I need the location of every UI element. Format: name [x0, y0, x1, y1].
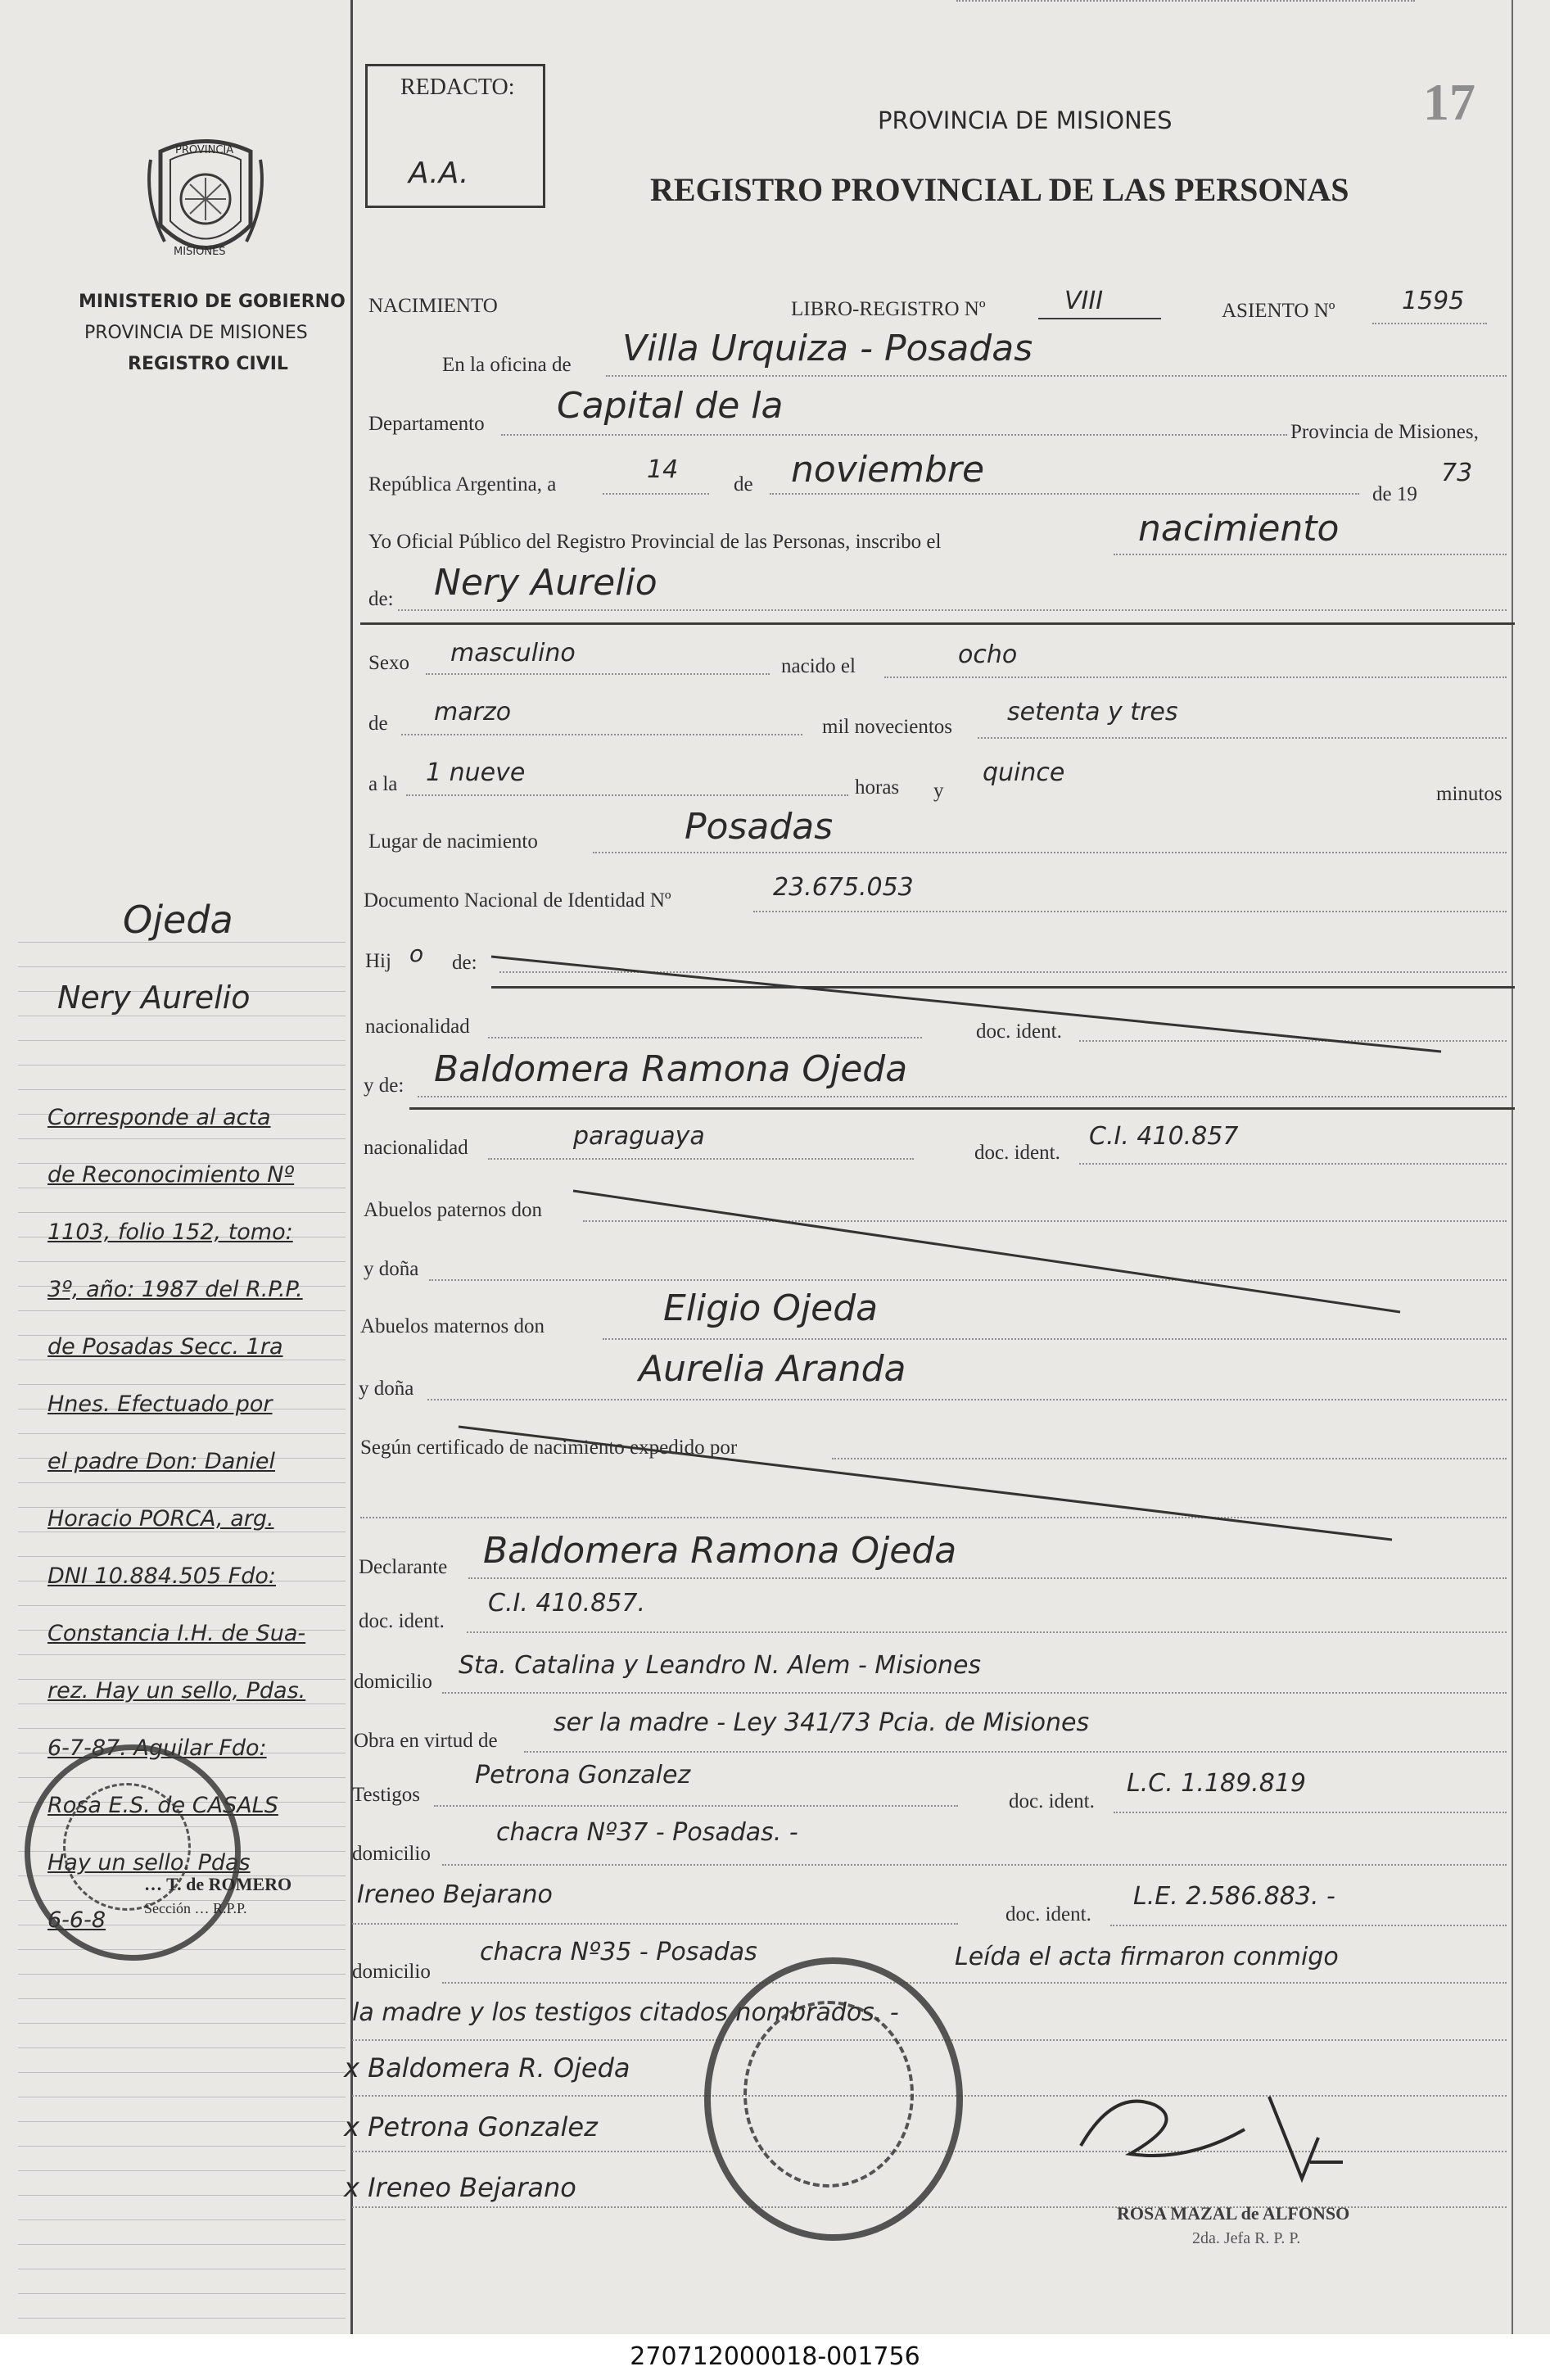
mother-doc-label: doc. ident. — [974, 1142, 1060, 1164]
child-name: Nery Aurelio — [434, 562, 658, 604]
de-label: de — [734, 473, 753, 495]
book-label: LIBRO-REGISTRO Nº — [791, 298, 986, 320]
margin-note-line: Corresponde al acta — [47, 1105, 271, 1130]
margin-note-line: de Posadas Secc. 1ra — [47, 1334, 283, 1360]
virtue-value: ser la madre - Ley 341/73 Pcia. de Misiones — [554, 1708, 1090, 1737]
department-label: Departamento — [368, 413, 485, 435]
and-of-label: y de: — [364, 1075, 404, 1097]
margin-note-line: Hay un sello. Pdas — [47, 1850, 251, 1875]
image-caption: 270712000018-001756 — [0, 2334, 1550, 2380]
dni-label: Documento Nacional de Identidad Nº — [364, 889, 671, 912]
born-day: ocho — [958, 640, 1018, 669]
margin-stamp-name: … T. de ROMERO — [144, 1874, 292, 1894]
born-label: nacido el — [781, 655, 856, 677]
maternal-grandfather-label: Abuelos maternos don — [360, 1315, 545, 1337]
registry-heading: REGISTRO PROVINCIAL DE LAS PERSONAS — [650, 171, 1349, 208]
declarant-domicile: Sta. Catalina y Leandro N. Alem - Misiones — [459, 1651, 982, 1680]
declarant-domicile-label: domicilio — [354, 1671, 432, 1693]
signature-mother: x Baldomera R. Ojeda — [344, 2052, 630, 2084]
margin-given-names: Nery Aurelio — [57, 980, 251, 1016]
office-label: En la oficina de — [442, 354, 572, 376]
margin-note-line: DNI 10.884.505 Fdo: — [47, 1563, 276, 1589]
republic-label: República Argentina, a — [368, 473, 557, 495]
margin-round-stamp — [25, 1744, 241, 1961]
declarant-doc: C.I. 410.857. — [488, 1589, 645, 1618]
official-title: 2da. Jefa R. P. P. — [1192, 2229, 1301, 2247]
margin-note-line: Rosa E.S. de CASALS — [47, 1793, 278, 1818]
birthplace-value: Posadas — [685, 806, 834, 848]
witness2-doc-label: doc. ident. — [1005, 1903, 1091, 1925]
virtue-label: Obra en virtud de — [354, 1730, 498, 1752]
margin-note-line: Constancia I.H. de Sua- — [47, 1621, 306, 1646]
redacto-label: REDACTO: — [400, 75, 515, 100]
margin-note-line: 6-7-87. Aguilar Fdo: — [47, 1735, 267, 1761]
province-suffix: Provincia de Misiones, — [1290, 421, 1479, 443]
emblem-top-text: PROVINCIA — [175, 144, 234, 156]
margin-note-line: 3º, año: 1987 del R.P.P. — [47, 1277, 303, 1302]
office-value: Villa Urquiza - Posadas — [622, 328, 1033, 369]
paternal-grandmother-label: y doña — [364, 1258, 419, 1280]
closing-line-2: la madre y los testigos citados nombrados. - — [352, 1998, 899, 2027]
mother-name: Baldomera Ramona Ojeda — [434, 1048, 908, 1090]
sex-value: masculino — [450, 639, 576, 667]
witness1-domicile-label: domicilio — [352, 1843, 431, 1865]
margin-stamp-sub: Sección … R.P.P. — [144, 1900, 247, 1916]
official-round-stamp — [704, 1957, 963, 2241]
civil-registry-title: REGISTRO CIVIL — [128, 354, 288, 374]
page-number: 17 — [1423, 73, 1475, 131]
official-signature — [1064, 2072, 1408, 2187]
province-heading: PROVINCIA DE MISIONES — [878, 106, 1173, 134]
paternal-grandfather-label: Abuelos paternos don — [364, 1199, 543, 1221]
hours-label: horas — [855, 776, 900, 799]
y-label: y — [933, 780, 944, 802]
registration-month: noviembre — [791, 449, 985, 491]
margin-note-line: 1103, folio 152, tomo: — [47, 1219, 293, 1245]
signature-witness1: x Petrona Gonzalez — [344, 2111, 598, 2142]
at-label: a la — [368, 773, 398, 795]
maternal-grandfather: Eligio Ojeda — [663, 1287, 879, 1329]
witness1-domicile: chacra Nº37 - Posadas. - — [496, 1818, 798, 1847]
ministry-title: MINISTERIO DE GOBIERNO — [79, 292, 346, 312]
ministry-province: PROVINCIA DE MISIONES — [84, 323, 308, 343]
sex-label: Sexo — [368, 652, 409, 674]
witness1-name: Petrona Gonzalez — [475, 1761, 691, 1790]
child-suffix: o — [409, 940, 424, 967]
witness1-doc-label: doc. ident. — [1009, 1790, 1095, 1812]
thousand-label: mil novecientos — [822, 716, 952, 738]
birthplace-label: Lugar de nacimiento — [368, 830, 538, 853]
signature-witness2: x Ireneo Bejarano — [344, 2172, 576, 2203]
child-de: de: — [452, 952, 477, 974]
certificate-label: Según certificado de nacimiento expedido por — [360, 1437, 738, 1459]
margin-note-line: rez. Hay un sello, Pdas. — [47, 1678, 306, 1704]
record-type-label: NACIMIENTO — [368, 295, 498, 317]
mother-nationality-label: nacionalidad — [364, 1137, 468, 1159]
redacto-value: A.A. — [409, 156, 469, 190]
dni-value: 23.675.053 — [773, 873, 914, 902]
birth-minutes: quince — [983, 758, 1065, 787]
father-doc-label: doc. ident. — [976, 1020, 1062, 1043]
seat-label: ASIENTO Nº — [1222, 300, 1335, 322]
book-value: VIII — [1064, 287, 1104, 315]
born-de-label: de — [368, 713, 388, 735]
official-name: ROSA MAZAL de ALFONSO — [1117, 2203, 1350, 2224]
margin-note-line: Horacio PORCA, arg. — [47, 1506, 274, 1532]
declarant-doc-label: doc. ident. — [359, 1610, 445, 1632]
mother-nationality: paraguaya — [573, 1122, 705, 1151]
maternal-grandmother-label: y doña — [359, 1378, 414, 1400]
witness2-doc: L.E. 2.586.883. - — [1133, 1882, 1335, 1911]
department-value: Capital de la — [557, 385, 784, 427]
child-label: Hij — [365, 950, 391, 972]
margin-note-line: 6-6-8 — [47, 1907, 106, 1933]
witnesses-label: Testigos — [352, 1784, 420, 1806]
witness1-doc: L.C. 1.189.819 — [1127, 1769, 1306, 1798]
maternal-grandmother: Aurelia Aranda — [639, 1348, 906, 1390]
closing-line-1: Leída el acta firmaron conmigo — [955, 1943, 1339, 1971]
birth-hour: 1 nueve — [426, 758, 526, 787]
minutes-label: minutos — [1436, 783, 1503, 805]
margin-surname: Ojeda — [123, 898, 233, 942]
year-label: de 19 — [1372, 483, 1417, 505]
margin-note-line: de Reconocimiento Nº — [47, 1162, 295, 1188]
margin-note-line: el padre Don: Daniel — [47, 1449, 275, 1474]
declarant-name: Baldomera Ramona Ojeda — [483, 1530, 957, 1572]
father-nationality-label: nacionalidad — [365, 1016, 470, 1038]
witness2-domicile-label: domicilio — [352, 1961, 431, 1983]
margin-note-line: Hnes. Efectuado por — [47, 1391, 273, 1417]
registration-day: 14 — [647, 455, 679, 484]
witness2-name: Ireneo Bejarano — [357, 1880, 553, 1909]
declarant-label: Declarante — [359, 1556, 448, 1578]
born-year: setenta y tres — [1007, 698, 1178, 726]
name-prefix: de: — [368, 588, 394, 610]
seat-value: 1595 — [1402, 287, 1465, 315]
event-value: nacimiento — [1138, 508, 1340, 550]
registration-year: 73 — [1441, 459, 1473, 487]
emblem-bottom-text: MISIONES — [174, 246, 226, 258]
official-statement: Yo Oficial Público del Registro Provincial de las Personas, inscribo el — [368, 531, 942, 553]
witness2-domicile: chacra Nº35 - Posadas — [480, 1938, 757, 1966]
mother-doc: C.I. 410.857 — [1089, 1122, 1239, 1151]
born-month: marzo — [434, 698, 512, 726]
